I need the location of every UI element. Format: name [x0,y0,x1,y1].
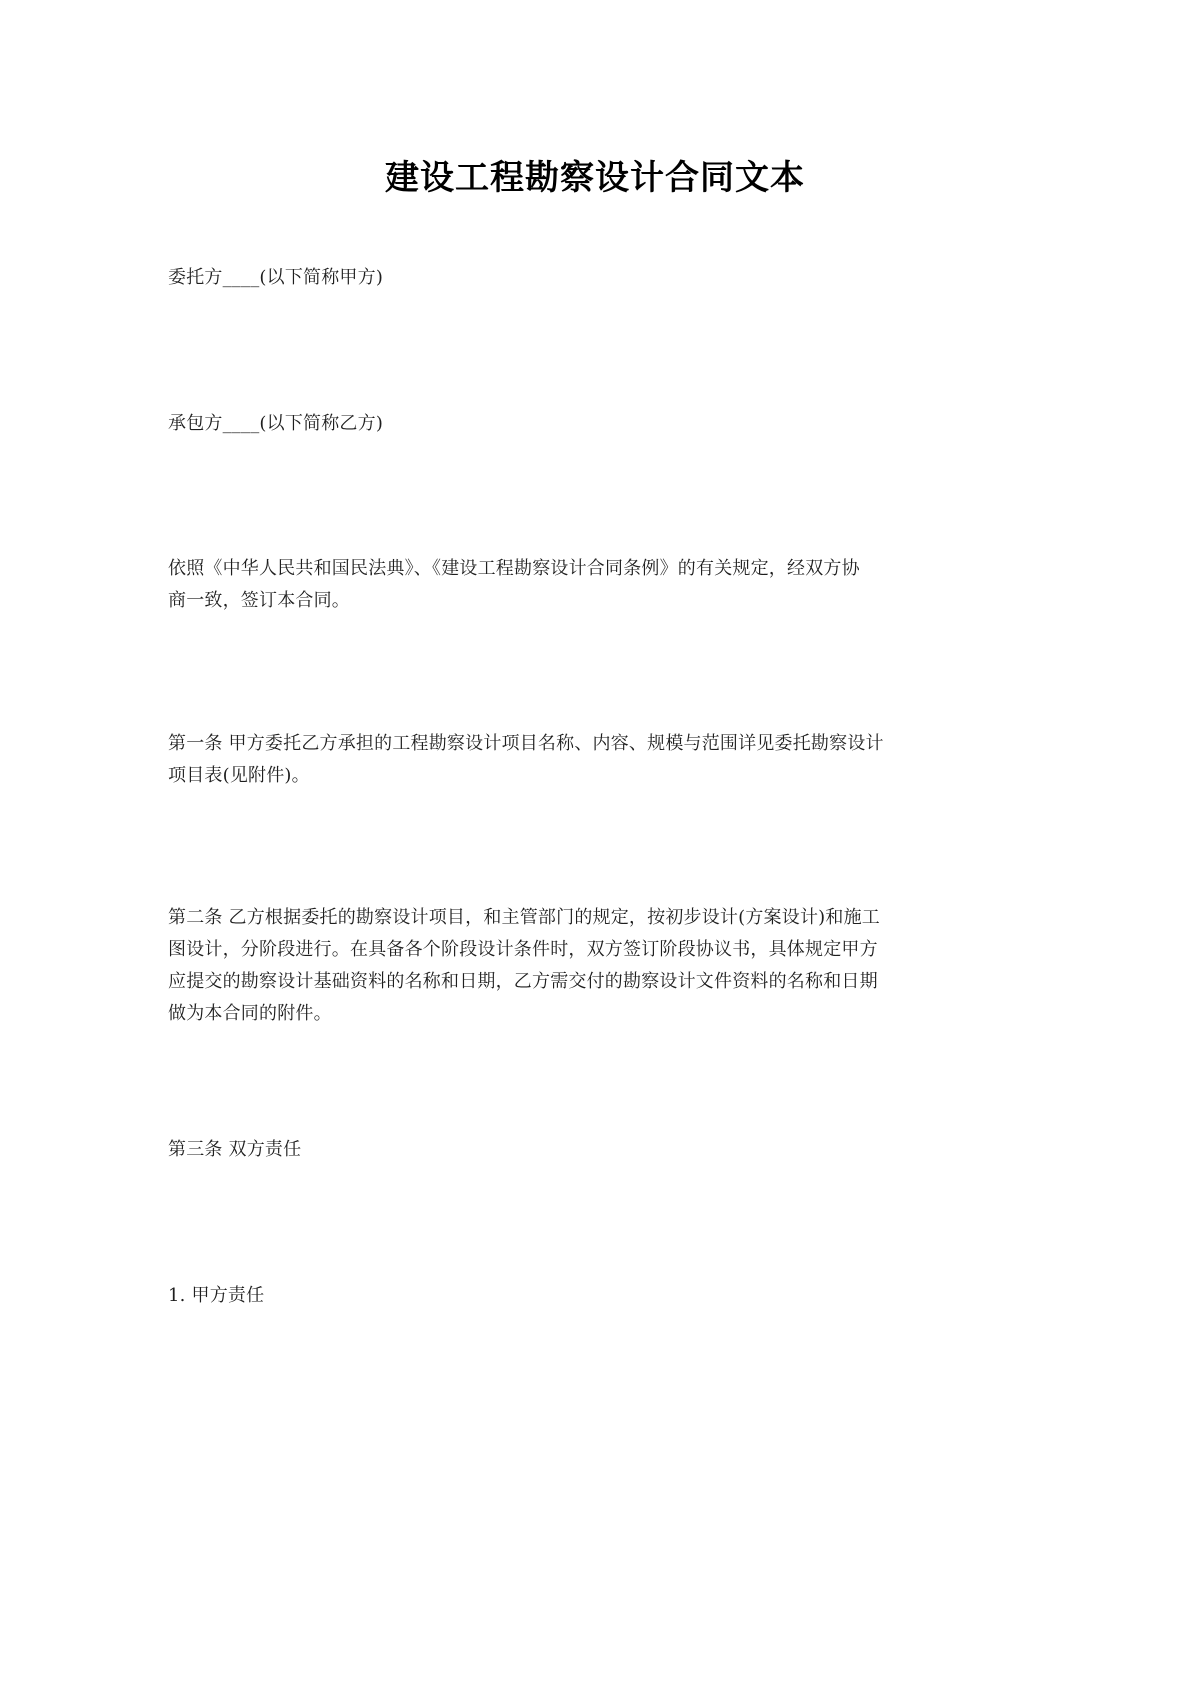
preamble-paragraph [168,553,944,617]
article-2-paragraph [168,902,944,1030]
text-line: 商一致，签订本合同。 [168,590,350,611]
article-1-paragraph [168,728,944,792]
text-line: 项目表(见附件)。 [168,765,310,786]
party-b-line [168,408,944,440]
text-line: 第三条 双方责任 [168,1139,302,1160]
text-line: 承包方____(以下简称乙方) [168,413,384,434]
text-line: 委托方____(以下简称甲方) [168,267,384,288]
party-a-line [168,262,944,294]
document-title: 建设工程勘察设计合同文本 [385,158,805,198]
party-a-responsibilities-heading [168,1280,944,1312]
article-3-heading [168,1134,944,1166]
text-line: 应提交的勘察设计基础资料的名称和日期，乙方需交付的勘察设计文件资料的名称和日期 [168,971,878,992]
text-line: 第二条 乙方根据委托的勘察设计项目，和主管部门的规定，按初步设计(方案设计)和施工 [168,907,880,928]
text-line: 图设计，分阶段进行。在具备各个阶段设计条件时，双方签订阶段协议书，具体规定甲方 [168,939,878,960]
text-line: 1. 甲方责任 [168,1285,265,1306]
text-line: 做为本合同的附件。 [168,1003,332,1024]
text-line: 依照《中华人民共和国民法典》、《建设工程勘察设计合同条例》的有关规定，经双方协 [168,558,860,579]
text-line: 第一条 甲方委托乙方承担的工程勘察设计项目名称、内容、规模与范围详见委托勘察设计 [168,733,884,754]
